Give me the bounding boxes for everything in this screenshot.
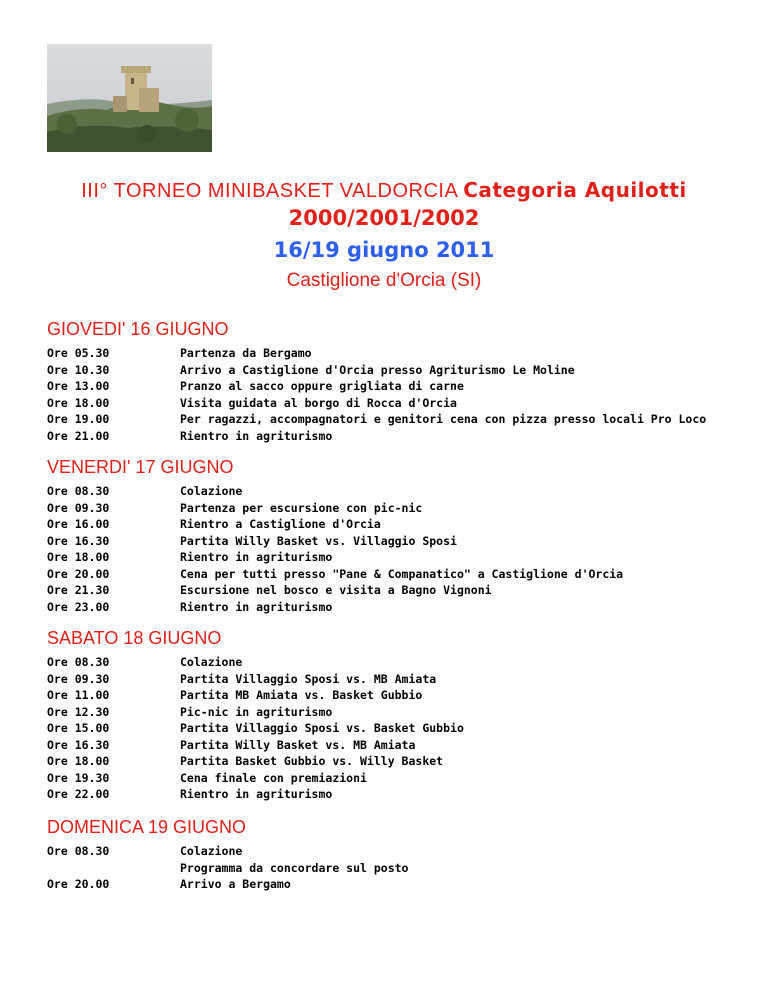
row-time: Ore 09.30 — [47, 500, 110, 515]
schedule-row — [47, 704, 727, 721]
row-activity: Partita Villaggio Sposi vs. Basket Gubbio — [180, 721, 464, 735]
row-time: Ore 08.30 — [47, 655, 110, 669]
row-time: Ore 23.00 — [47, 599, 110, 614]
row-time: Ore 20.00 — [47, 566, 110, 581]
day-schedule-thursday — [47, 318, 727, 444]
birth-years: 2000/2001/2002 — [288, 206, 480, 230]
row-time: Ore 16.30 — [47, 737, 110, 752]
category-label: Categoria Aquilotti — [463, 178, 687, 202]
schedule-row — [47, 362, 727, 379]
row-activity: Partita MB Amiata vs. Basket Gubbio — [180, 688, 423, 702]
schedule-row — [47, 533, 727, 550]
tournament-title — [0, 178, 768, 203]
row-time: Ore 13.00 — [47, 379, 110, 393]
schedule-row — [47, 395, 727, 412]
schedule-row — [47, 516, 727, 533]
schedule-row — [47, 428, 727, 445]
row-activity: Rientro in agriturismo — [180, 550, 333, 564]
schedule-row — [47, 753, 727, 770]
row-activity: Cena per tutti presso "Pane & Companatico" a Castiglione d'Orcia — [180, 566, 624, 581]
schedule-row — [47, 599, 727, 616]
tournament-name: III° TORNEO MINIBASKET VALDORCIA — [81, 180, 458, 202]
castle-photo — [47, 44, 212, 152]
row-time — [47, 860, 180, 877]
row-activity: Cena finale con premiazioni — [180, 770, 367, 785]
row-time: Ore 19.00 — [47, 412, 110, 426]
schedule-row — [47, 654, 727, 671]
row-activity: Partita Basket Gubbio vs. Willy Basket — [180, 754, 444, 768]
day-schedule-sunday — [47, 816, 727, 893]
day-schedule-friday — [47, 456, 727, 615]
row-activity: Pranzo al sacco oppure grigliata di carne — [180, 379, 464, 393]
row-time: Ore 05.30 — [47, 346, 110, 360]
row-activity: Arrivo a Castiglione d'Orcia presso Agriturismo Le Moline — [180, 362, 575, 377]
row-activity: Colazione — [180, 844, 243, 858]
schedule-row — [47, 687, 727, 704]
event-dates: 16/19 giugno 2011 — [273, 238, 495, 262]
row-time: Ore 20.00 — [47, 877, 110, 891]
row-activity: Partenza per escursione con pic-nic — [180, 500, 423, 515]
row-activity: Escursione nel bosco e visita a Bagno Vignoni — [180, 583, 492, 597]
row-activity: Partita Villaggio Sposi vs. MB Amiata — [180, 671, 437, 686]
schedule-row — [47, 770, 727, 787]
row-activity: Partita Willy Basket vs. Villaggio Sposi — [180, 533, 457, 548]
row-time: Ore 08.30 — [47, 484, 110, 498]
row-activity: Arrivo a Bergamo — [180, 877, 291, 891]
row-time: Ore 21.30 — [47, 583, 110, 597]
event-location: Castiglione d'Orcia (SI) — [286, 270, 482, 291]
row-time: Ore 15.00 — [47, 721, 110, 735]
schedule-row — [47, 671, 727, 688]
schedule-row — [47, 786, 727, 803]
row-activity: Rientro in agriturismo — [180, 599, 333, 614]
row-time: Ore 12.30 — [47, 704, 110, 719]
row-time: Ore 08.30 — [47, 844, 110, 858]
schedule-row — [47, 378, 727, 395]
row-activity: Rientro in agriturismo — [180, 787, 333, 801]
day-schedule-saturday — [47, 627, 727, 803]
day-heading: SABATO 18 GIUGNO — [47, 628, 222, 648]
row-activity: Programma da concordare sul posto — [180, 860, 409, 875]
row-time: Ore 18.00 — [47, 550, 110, 564]
row-time: Ore 18.00 — [47, 395, 110, 410]
row-time: Ore 22.00 — [47, 787, 110, 801]
row-activity: Rientro in agriturismo — [180, 428, 333, 443]
row-time: Ore 11.00 — [47, 688, 110, 702]
schedule-row — [47, 876, 727, 893]
schedule-row — [47, 483, 727, 500]
schedule-row — [47, 720, 727, 737]
schedule-row — [47, 737, 727, 754]
row-activity: Colazione — [180, 484, 243, 498]
schedule-row — [47, 500, 727, 517]
schedule-row — [47, 860, 727, 877]
row-time: Ore 21.00 — [47, 428, 110, 443]
row-time: Ore 09.30 — [47, 671, 110, 686]
row-activity: Colazione — [180, 655, 243, 669]
schedule-row — [47, 345, 727, 362]
row-activity: Rientro a Castiglione d'Orcia — [180, 517, 381, 531]
schedule-row — [47, 411, 727, 428]
schedule-row — [47, 549, 727, 566]
row-time: Ore 18.00 — [47, 754, 110, 768]
schedule-row — [47, 582, 727, 599]
schedule-row — [47, 843, 727, 860]
row-activity: Per ragazzi, accompagnatori e genitori cena con pizza presso locali Pro Loco — [180, 412, 707, 426]
day-heading: VENERDI' 17 GIUGNO — [47, 457, 234, 477]
day-heading: GIOVEDI' 16 GIUGNO — [47, 319, 229, 339]
row-activity: Partita Willy Basket vs. MB Amiata — [180, 737, 416, 752]
row-time: Ore 16.30 — [47, 533, 110, 548]
row-activity: Visita guidata al borgo di Rocca d'Orcia — [180, 395, 457, 410]
row-time: Ore 19.30 — [47, 770, 110, 785]
row-activity: Partenza da Bergamo — [180, 346, 312, 360]
row-time: Ore 10.30 — [47, 362, 110, 377]
schedule-row — [47, 566, 727, 583]
day-heading: DOMENICA 19 GIUGNO — [47, 817, 247, 837]
row-time: Ore 16.00 — [47, 517, 110, 531]
row-activity: Pic-nic in agriturismo — [180, 704, 333, 719]
